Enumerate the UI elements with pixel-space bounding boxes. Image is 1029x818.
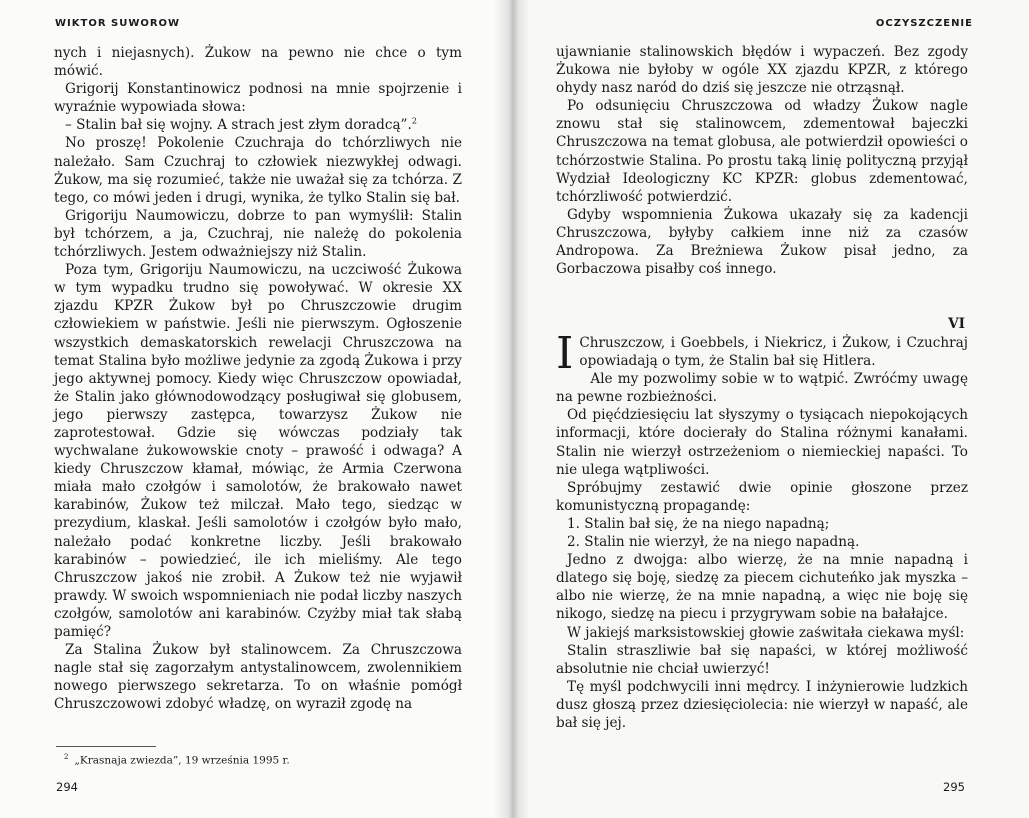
footnote-rule	[56, 746, 156, 747]
paragraph: W jakiejś marksistowskiej głowie zaświtała ciekawa myśl:	[567, 624, 965, 641]
section-first-text: Chruszczow, i Goebbels, i Niekricz, i Żukow, i Czuchraj opowiadają o tym, że Stalin bał się Hitlera.	[579, 335, 968, 370]
left-page-text	[54, 44, 462, 713]
paragraph: Poza tym, Grigoriju Naumowiczu, na uczciwość Żukowa w tym wypadku trudno się powoływać. W okresie XX zjazdu KPZR Żukow był po Chruszczowie drugim człowiekiem w państwie. Jeśli nie pierwszym. Ogłoszenie wszystkich demaskatorskich rewelacji Chruszczowa na temat Stalina było możliwe jedynie za zgodą Żukowa i przy jego aktywnej pomocy. Kiedy więc Chruszczow opowiadał, że Stalin jako głównodowodzący posługiwał się globusem, jego pierwszy zastępca, towarzysz Żukow nie zaprotestował. Gdzie się wówczas podziały tak wychwalane żukowowskie cnoty – prawość i odwaga? A kiedy Chruszczow kłamał, mówiąc, że Armia Czerwona miała mało czołgów i samolotów, że brakowało nawet karabinów, Żukow też milczał. Mało tego, siedząc w prezydium, klaskał. Jeśli samolotów i czołgów było mało, należało podać konkretne liczby. Jeśli brakowało karabinów – powiedzieć, ile ich mieliśmy. Ale tego Chruszczow jakoś nie zrobił. A Żukow też nie wyjawił prawdy. W swoich wspomnieniach nie podał liczby naszych czołgów, samolotów ani karabinów. Czyżby miał tak słabą pamięć?	[54, 262, 462, 640]
paragraph: Spróbujmy zestawić dwie opinie głoszone przez komunistyczną propagandę:	[556, 479, 968, 514]
running-head-right: OCZYSZCZENIE	[875, 18, 973, 29]
quote-text: – Stalin bał się wojny. A strach jest złym doradcą”.	[65, 117, 412, 134]
paragraph: Grigorij Konstantinowicz podnosi na mnie spojrzenie i wyraźnie wypowiada słowa:	[54, 81, 462, 116]
section-first-paragraph	[556, 328, 968, 379]
paragraph: Po odsunięciu Chruszczowa od władzy Żukow nagle znowu stał się stalinowcem, zdementował bajeczki Chruszczowa na temat globusa, ale potwierdził opowieści o tchórzostwie Stalina. Po prostu taką linię polityczną przyjął Wydział Ideologiczny KC KPZR: globus zdementować, tchórzliwość potwierdzić.	[556, 98, 968, 205]
footnote	[64, 753, 290, 767]
paragraph: Tę myśl podchwycili inni mędrcy. I inżynierowie ludzkich dusz głoszą przez dziesięciolecia: nie wierzył w napaść, ale bał się jej.	[556, 678, 968, 731]
right-page	[512, 0, 1029, 818]
paragraph: Od pięćdziesięciu lat słyszymy o tysiącach niepokojących informacji, które docierały do Stalina różnymi kanałami. Stalin nie wierzył ostrzeżeniom o niemieckiej napaści. To nie ulega wątpliwości.	[556, 407, 968, 478]
footnote-ref: 2	[411, 116, 417, 126]
footnote-marker: 2	[64, 753, 69, 761]
paragraph: ujawnianie stalinowskich błędów i wypaczeń. Bez zgody Żukowa nie byłoby w ogóle XX zjazdu KPZR, z którego ohydy nasz naród do dziś się jeszcze nie otrząsnął.	[556, 44, 968, 97]
drop-cap: I	[556, 328, 574, 379]
list-item: 1. Stalin bał się, że na niego napadną;	[567, 515, 830, 532]
paragraph: Jedno z dwojga: albo wierzę, że na mnie napadną i dlatego się boję, siedzę za piecem cichuteńko jak myszka – albo nie wierzę, że na mnie napadną, a więc nie boję się nikogo, siedzę na piecu i przygrywam sobie na bałałajce.	[556, 552, 968, 623]
page-number-left: 294	[56, 780, 78, 794]
footnote-text: „Krasnaja zwiezda”, 19 września 1995 r.	[74, 754, 290, 767]
section-number: VI	[948, 316, 965, 332]
page-number-right: 295	[943, 780, 965, 794]
running-head-left: WIKTOR SUWOROW	[55, 18, 181, 29]
paragraph: Za Stalina Żukow był stalinowcem. Za Chruszczowa nagle stał się zagorzałym antystalinowcem, zwolennikiem nowego pierwszego sekretarza. To on właśnie pomógł Chruszczowowi zdobyć władzę, on wyraził zgodę na	[54, 642, 462, 713]
paragraph-quote	[54, 116, 462, 134]
section-vi	[556, 328, 968, 732]
paragraph: nych i niejasnych). Żukow na pewno nie chce o tym mówić.	[54, 45, 462, 80]
paragraph: Ale my pozwolimy sobie w to wątpić. Zwróćmy uwagę na pewne rozbieżności.	[556, 371, 968, 406]
left-page	[0, 0, 512, 818]
paragraph: Gdyby wspomnienia Żukowa ukazały się za kadencji Chruszczowa, byłyby całkiem inne niż za czasów Andropowa. Za Breżniewa Żukow pisał jedno, za Gorbaczowa pisałby coś innego.	[556, 206, 968, 278]
paragraph: Stalin straszliwie bał się napaści, w której możliwość absolutnie nie chciał uwierzyć!	[556, 642, 968, 677]
paragraph: Grigoriju Naumowiczu, dobrze to pan wymyślił: Stalin był tchórzem, a ja, Czuchraj, nie należę do pokolenia tchórzliwych. Jestem odważniejszy niż Stalin.	[54, 207, 462, 261]
list-item: 2. Stalin nie wierzył, że na niego napadną.	[567, 534, 860, 551]
right-page-text	[556, 43, 968, 278]
book-gutter-shadow	[494, 0, 530, 818]
paragraph: No proszę! Pokolenie Czuchraja do tchórzliwych nie należało. Sam Czuchraj to człowiek niezwykłej odwagi. Żukow, ma się rozumieć, także nie uważał się za tchórza. Z tego, co mówi jeden i drugi, wynika, że tylko Stalin się bał.	[54, 135, 462, 206]
